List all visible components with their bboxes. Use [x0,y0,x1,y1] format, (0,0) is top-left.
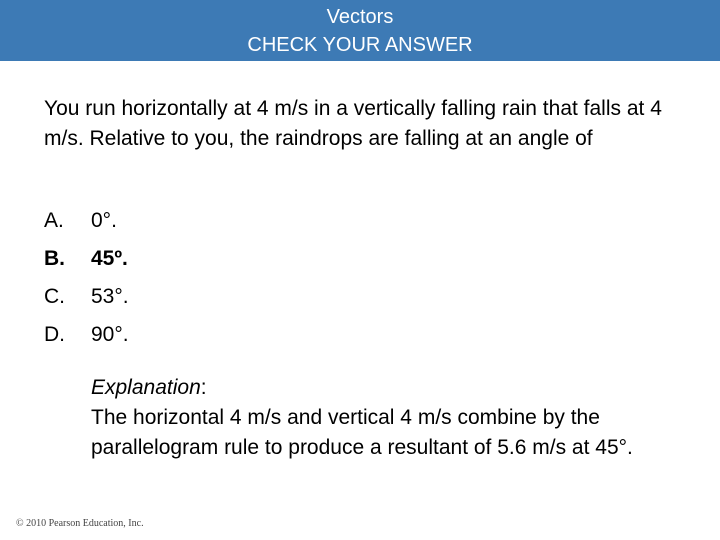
option-text: 0°. [91,209,117,232]
explanation-colon: : [200,376,207,399]
question-text: You run horizontally at 4 m/s in a vertically falling rain that falls at 4 m/s. Relative to you, the raindrops are falling at an angle of [44,97,662,150]
explanation-heading [91,373,691,403]
option-c [44,278,129,316]
option-text: 45º. [91,247,128,270]
option-letter: A. [44,209,64,232]
slide-subtitle: CHECK YOUR ANSWER [247,34,473,56]
option-letter: C. [44,285,65,308]
copyright-notice: © 2010 Pearson Education, Inc. [16,518,144,529]
explanation-text: The horizontal 4 m/s and vertical 4 m/s combine by the parallelogram rule to produce a resultant of 5.6 m/s at 45°. [91,406,633,459]
option-b [44,240,129,278]
option-d [44,316,129,354]
option-a [44,202,129,240]
explanation-block [91,373,691,463]
slide-title: Vectors [326,6,394,28]
option-text: 53°. [91,285,129,308]
option-letter: D. [44,323,65,346]
slide-header [0,0,720,61]
answer-options [44,202,129,354]
explanation-label: Explanation [91,376,201,399]
option-letter: B. [44,247,65,270]
option-text: 90°. [91,323,129,346]
